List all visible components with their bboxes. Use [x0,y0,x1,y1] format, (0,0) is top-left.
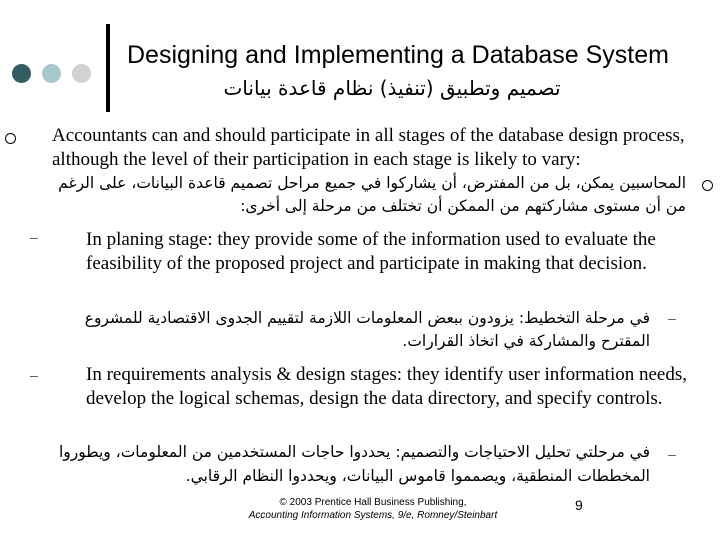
footer-citation [238,496,508,522]
dash-bullet-icon: – [30,229,38,245]
footer-book: Accounting Information Systems, 9/e, Romney/Steinbart [248,510,498,521]
slide-title: Designing and Implementing a Database System [127,41,669,69]
page-number: 9 [575,497,583,513]
planning-stage-ar-line1: في مرحلة التخطيط: يزودون ببعض المعلومات اللازمة لتقييم الجدوى الاقتصادية للمشروع [84,309,650,327]
requirements-stage-ar-line1: في مرحلتي تحليل الاحتياجات والتصميم: يحددوا حاجات المستخدمين من المعلومات، ويطوروا [58,443,650,461]
light-dot [72,64,91,83]
footer-publisher: © 2003 Prentice Hall Business Publishing, [279,497,467,508]
main-point-en: Accountants can and should participate in all stages of the database design process, although the level of their participation in each stage is likely to vary: [52,125,685,170]
header-dots [12,64,96,86]
dash-bullet-icon: – [668,446,676,462]
main-point-ar-line2: من أن مستوى مشاركتهم من الممكن أن تختلف من مرحلة إلى أخرى: [240,197,686,215]
dash-bullet-icon: – [30,367,38,383]
header-divider [106,24,110,112]
planning-stage-ar-line2: المقترح والمشاركة في اتخاذ القرارات. [402,332,650,350]
main-point-ar-line1: المحاسبين يمكن، بل من المفترض، أن يشاركوا في جميع مراحل تصميم قاعدة البيانات، على الرغم [58,174,686,192]
dark-dot [12,64,31,83]
requirements-stage-en: In requirements analysis & design stages: they identify user information needs, develop the logical schemas, design the data directory, and specify controls. [86,364,687,409]
mid-dot [42,64,61,83]
slide-title-arabic: تصميم وتطبيق (تنفيذ) نظام قاعدة بيانات [223,76,561,100]
bullet-circle-icon [702,180,713,191]
planning-stage-en: In planing stage: they provide some of the information used to evaluate the feasibility of the proposed project and participate in making that decision. [86,229,656,274]
requirements-stage-ar-line2: المخططات المنطقية، ويصمموا قاموس البيانات، ويحددوا النظام الرقابي. [185,467,650,485]
bullet-circle-icon [5,133,16,144]
dash-bullet-icon: – [668,310,676,326]
